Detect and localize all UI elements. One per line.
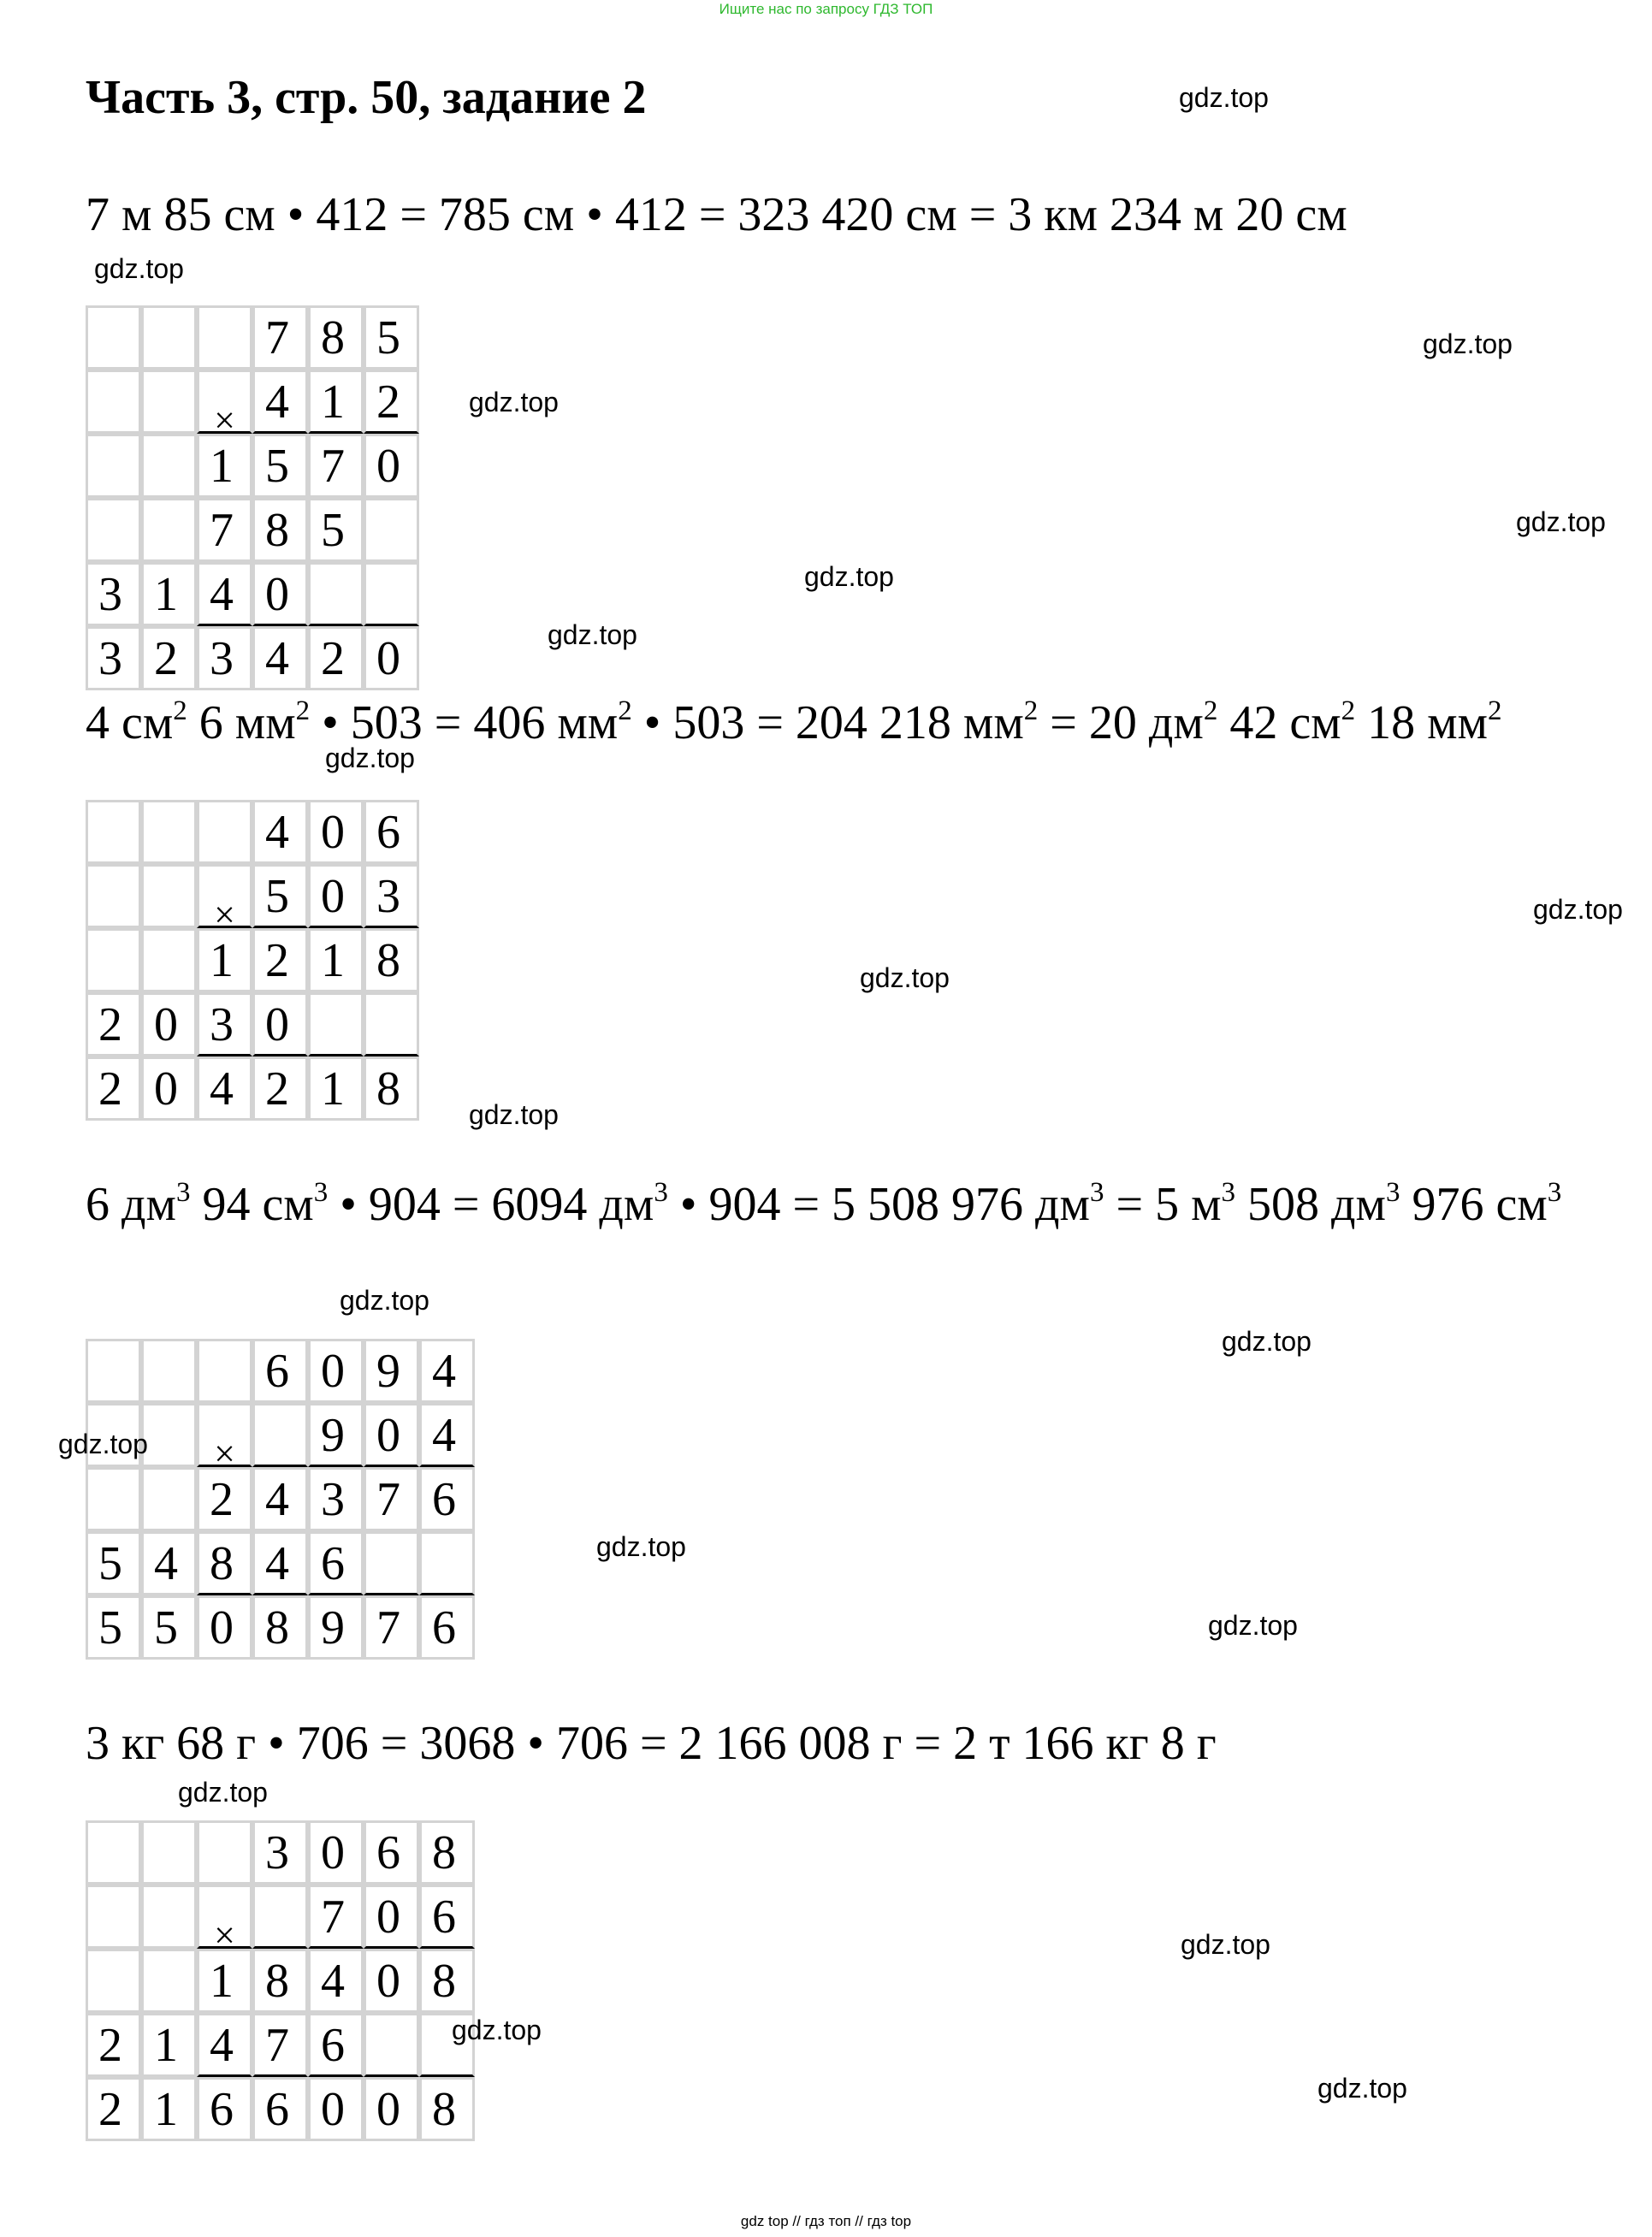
grid-cell — [86, 498, 141, 562]
watermark: gdz.top — [340, 1285, 429, 1316]
page-title: Часть 3, стр. 50, задание 2 — [86, 71, 647, 124]
grid-cell: 3 — [197, 626, 252, 690]
grid-cell: 7 — [252, 2013, 308, 2077]
grid-cell: 8 — [308, 305, 364, 370]
grid-cell: 6 — [419, 1467, 475, 1531]
grid-cell — [419, 1531, 475, 1595]
grid-cell — [86, 434, 141, 498]
grid-cell: 2 — [308, 626, 364, 690]
grid-cell: 6 — [252, 2077, 308, 2141]
grid-cell: 6 — [419, 1885, 475, 1949]
grid-cell — [197, 1339, 252, 1403]
grid-cell — [86, 1885, 141, 1949]
grid-cell: 1 — [308, 370, 364, 434]
grid-cell: 5 — [252, 864, 308, 928]
grid-cell — [86, 800, 141, 864]
grid-cell — [141, 370, 197, 434]
watermark: gdz.top — [1222, 1326, 1312, 1357]
grid-cell — [86, 1949, 141, 2013]
grid-cell: 4 — [252, 800, 308, 864]
watermark: gdz.top — [94, 253, 184, 284]
grid-cell: 2 — [86, 2013, 141, 2077]
multiply-sign — [197, 370, 252, 441]
grid-cell: 1 — [141, 562, 197, 626]
grid-cell: 4 — [252, 1531, 308, 1595]
grid-cell: 0 — [308, 1339, 364, 1403]
grid-cell: 2 — [364, 370, 419, 434]
grid-cell: 1 — [141, 2013, 197, 2077]
multiplication-grid-4 — [86, 1820, 475, 2141]
watermark: gdz.top — [1208, 1610, 1298, 1641]
grid-cell: 4 — [141, 1531, 197, 1595]
grid-cell: 0 — [364, 1403, 419, 1467]
grid-cell: 8 — [252, 498, 308, 562]
grid-cell: 4 — [419, 1339, 475, 1403]
grid-cell: 8 — [419, 2077, 475, 2141]
top-banner: Ищите нас по запросу ГДЗ ТОП — [719, 1, 933, 17]
grid-cell: 2 — [197, 1467, 252, 1531]
watermark: gdz.top — [596, 1531, 686, 1562]
grid-cell — [141, 498, 197, 562]
grid-cell: 5 — [86, 1595, 141, 1660]
multiplication-grid-3 — [86, 1339, 475, 1660]
grid-cell — [308, 992, 364, 1056]
grid-cell: 5 — [86, 1531, 141, 1595]
grid-cell — [364, 562, 419, 626]
grid-cell: 6 — [252, 1339, 308, 1403]
multiply-sign — [197, 1403, 252, 1475]
grid-cell: 5 — [141, 1595, 197, 1660]
watermark: gdz.top — [860, 962, 950, 993]
grid-cell: 3 — [197, 992, 252, 1056]
grid-cell: 7 — [252, 305, 308, 370]
grid-cell: 1 — [308, 928, 364, 992]
grid-cell: 0 — [364, 2077, 419, 2141]
grid-cell: 0 — [197, 1595, 252, 1660]
grid-cell: 5 — [252, 434, 308, 498]
watermark: gdz.top — [1533, 894, 1623, 925]
watermark: gdz.top — [1181, 1929, 1270, 1960]
grid-cell — [86, 864, 141, 928]
grid-cell — [197, 305, 252, 370]
grid-cell — [141, 1403, 197, 1467]
multiplication-grid-2 — [86, 800, 419, 1121]
grid-cell: 0 — [364, 626, 419, 690]
multiply-sign — [197, 864, 252, 936]
grid-cell — [86, 1820, 141, 1885]
grid-cell: 2 — [86, 2077, 141, 2141]
expression-3: 6 $дм^3$ 94 $см^3$ • 904 = 6094 $дм^3$ • 904 = 5 508 976 $дм^3 = 5$ $м^3$ 508 $дм^3$ 976 $см^3$ — [86, 1177, 1562, 1231]
grid-cell — [364, 1531, 419, 1595]
grid-cell: 2 — [252, 1056, 308, 1121]
grid-cell — [86, 305, 141, 370]
grid-cell: 2 — [141, 626, 197, 690]
watermark: gdz.top — [452, 2015, 542, 2045]
grid-cell: 0 — [308, 800, 364, 864]
grid-cell: 8 — [364, 1056, 419, 1121]
grid-cell: 0 — [364, 1949, 419, 2013]
grid-cell: 1 — [197, 434, 252, 498]
grid-cell: 9 — [308, 1595, 364, 1660]
grid-cell — [141, 1467, 197, 1531]
grid-cell — [141, 1885, 197, 1949]
grid-cell: 7 — [308, 434, 364, 498]
grid-cell: 6 — [308, 1531, 364, 1595]
watermark: gdz.top — [1516, 506, 1606, 537]
multiply-sign-glyph: × — [214, 1432, 235, 1475]
grid-cell — [364, 992, 419, 1056]
multiply-sign-glyph: × — [214, 1914, 235, 1956]
grid-cell: 4 — [252, 1467, 308, 1531]
watermark: gdz.top — [178, 1777, 268, 1808]
grid-cell: 4 — [197, 562, 252, 626]
grid-cell: 8 — [197, 1531, 252, 1595]
grid-cell: 0 — [308, 864, 364, 928]
grid-cell: 8 — [364, 928, 419, 992]
grid-cell — [141, 434, 197, 498]
grid-cell — [86, 928, 141, 992]
watermark: gdz.top — [58, 1429, 148, 1459]
grid-cell: 5 — [308, 498, 364, 562]
expression-1: 7 м 85 см • 412 = 785 см • 412 = 323 420 см = 3 км 234 м 20 см — [86, 188, 1347, 241]
grid-cell — [141, 305, 197, 370]
grid-cell: 6 — [364, 1820, 419, 1885]
grid-cell — [308, 562, 364, 626]
expression-4: 3 кг 68 г • 706 = 3068 • 706 = 2 166 008 г = 2 т 166 кг 8 г — [86, 1717, 1217, 1770]
grid-cell — [141, 1339, 197, 1403]
watermark: gdz.top — [1423, 328, 1513, 359]
grid-cell — [197, 800, 252, 864]
grid-cell — [364, 498, 419, 562]
multiply-sign — [197, 1885, 252, 1956]
grid-cell: 5 — [364, 305, 419, 370]
grid-cell — [141, 1949, 197, 2013]
grid-cell: 4 — [252, 626, 308, 690]
grid-cell: 7 — [197, 498, 252, 562]
grid-cell: 3 — [364, 864, 419, 928]
grid-cell: 2 — [86, 1056, 141, 1121]
multiply-sign-glyph: × — [214, 399, 235, 441]
grid-cell — [197, 1820, 252, 1885]
multiply-sign-glyph: × — [214, 893, 235, 936]
grid-cell: 0 — [141, 1056, 197, 1121]
grid-cell: 3 — [308, 1467, 364, 1531]
grid-cell: 8 — [252, 1595, 308, 1660]
grid-cell: 4 — [419, 1403, 475, 1467]
grid-cell: 0 — [308, 1820, 364, 1885]
grid-cell — [86, 370, 141, 434]
grid-cell: 6 — [197, 2077, 252, 2141]
grid-cell: 0 — [308, 2077, 364, 2141]
grid-cell: 4 — [252, 370, 308, 434]
grid-cell — [364, 2013, 419, 2077]
grid-cell: 0 — [252, 992, 308, 1056]
watermark: gdz.top — [1317, 2073, 1407, 2104]
grid-cell: 9 — [308, 1403, 364, 1467]
grid-cell: 6 — [364, 800, 419, 864]
grid-cell: 7 — [308, 1885, 364, 1949]
grid-cell: 8 — [252, 1949, 308, 2013]
grid-cell — [86, 1467, 141, 1531]
grid-cell: 6 — [419, 1595, 475, 1660]
grid-cell: 0 — [364, 434, 419, 498]
grid-cell: 3 — [86, 626, 141, 690]
grid-cell — [252, 1403, 308, 1467]
multiplication-grid-1 — [86, 305, 419, 690]
watermark: gdz.top — [1179, 82, 1269, 113]
grid-cell: 1 — [141, 2077, 197, 2141]
grid-cell — [141, 800, 197, 864]
grid-cell — [252, 1885, 308, 1949]
grid-cell: 0 — [141, 992, 197, 1056]
grid-cell: 7 — [364, 1595, 419, 1660]
footer: gdz top // гдз топ // гдз top — [740, 2213, 912, 2229]
grid-cell: 7 — [364, 1467, 419, 1531]
grid-cell: 8 — [419, 1820, 475, 1885]
grid-cell: 8 — [419, 1949, 475, 2013]
expression-2: 4 $см^2$ 6 $мм^2$ • 503 = 406 $мм^2$ • 503 = 204 218 $мм^2 = 20$ $дм^2$ 42 $см^2$ 18 $мм^2$ — [86, 695, 1502, 749]
grid-cell: 3 — [86, 562, 141, 626]
watermark: gdz.top — [325, 743, 415, 773]
grid-cell: 1 — [197, 1949, 252, 2013]
grid-cell: 1 — [308, 1056, 364, 1121]
grid-cell — [86, 1339, 141, 1403]
grid-cell: 6 — [308, 2013, 364, 2077]
watermark: gdz.top — [469, 1099, 559, 1130]
watermark: gdz.top — [469, 387, 559, 417]
grid-cell: 4 — [197, 2013, 252, 2077]
grid-cell: 4 — [308, 1949, 364, 2013]
grid-cell: 1 — [197, 928, 252, 992]
grid-cell: 0 — [252, 562, 308, 626]
grid-cell: 9 — [364, 1339, 419, 1403]
grid-cell — [141, 928, 197, 992]
watermark: gdz.top — [804, 561, 894, 592]
grid-cell: 2 — [86, 992, 141, 1056]
grid-cell — [141, 1820, 197, 1885]
grid-cell — [141, 864, 197, 928]
grid-cell: 0 — [364, 1885, 419, 1949]
grid-cell: 4 — [197, 1056, 252, 1121]
watermark: gdz.top — [548, 619, 637, 650]
grid-cell: 2 — [252, 928, 308, 992]
grid-cell: 3 — [252, 1820, 308, 1885]
